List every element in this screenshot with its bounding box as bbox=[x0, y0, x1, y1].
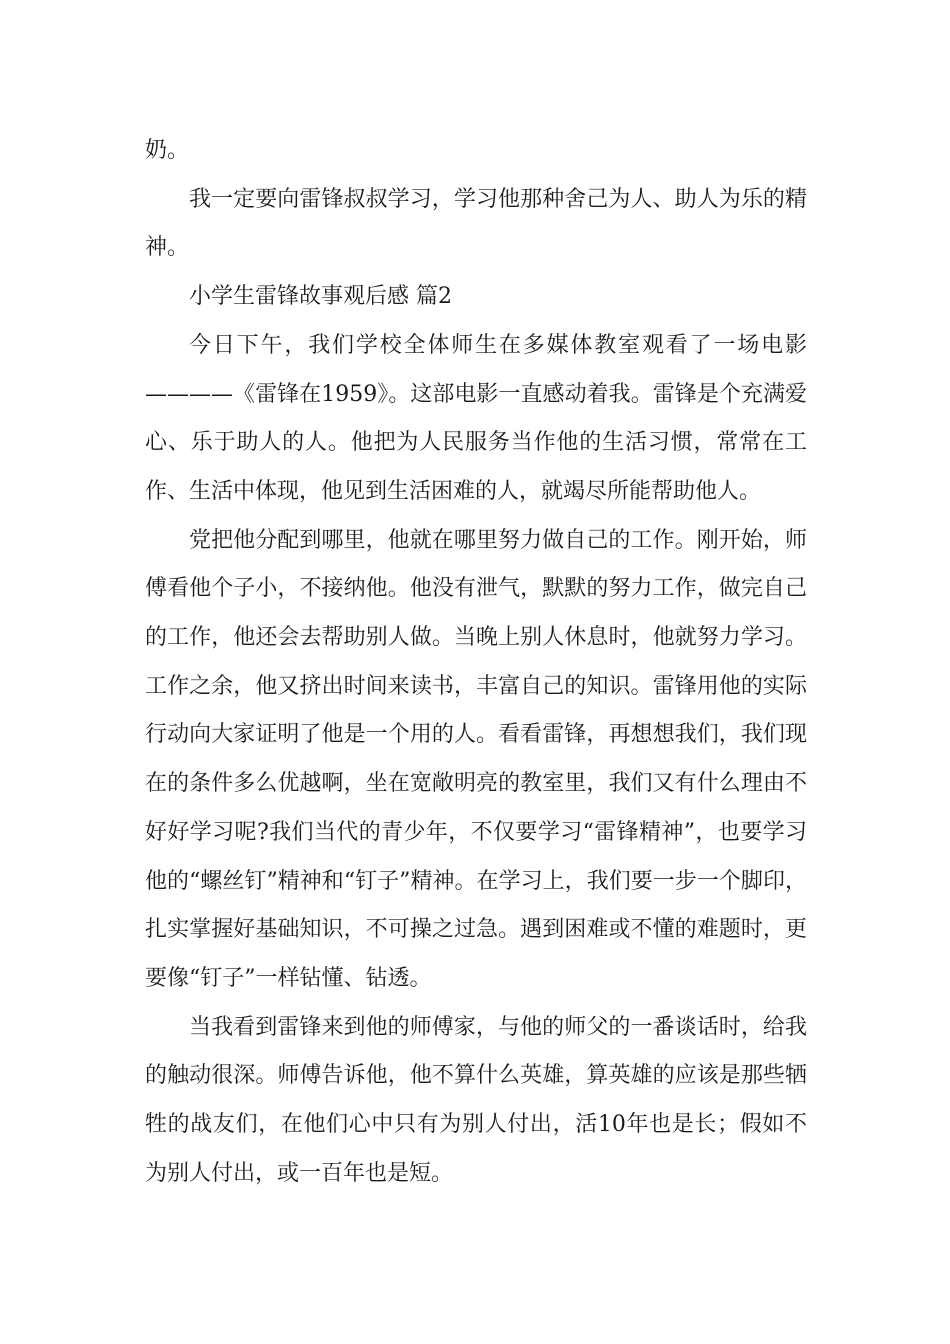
section-heading: 小学生雷锋故事观后感 篇2 bbox=[189, 284, 452, 310]
document-body bbox=[145, 127, 807, 1198]
paragraph-5: 当我看到雷锋来到他的师傅家，与他的师父的一番谈话时，给我的触动很深。师傅告诉他，他不算什么英雄，算英雄的应该是那些牺牲的战友们，在他们心中只有为别人付出，活10年也是长；假如不为别人付出，或一百年也是短。 bbox=[145, 1014, 807, 1186]
paragraph-1: 奶。 bbox=[145, 138, 190, 163]
paragraph-4: 党把他分配到哪里，他就在哪里努力做自己的工作。刚开始，师傅看他个子小，不接纳他。他没有泄气，默默的努力工作，做完自己的工作，他还会去帮助别人做。当晚上别人休息时，他就努力学习。工作之余，他又挤出时间来读书，丰富自己的知识。雷锋用他的实际行动向大家证明了他是一个用的人。看看雷锋，再想想我们，我们现在的条件多么优越啊，坐在宽敞明亮的教室里，我们又有什么理由不好好学习呢?我们当代的青少年，不仅要学习“雷锋精神”，也要学习他的“螺丝钉”精神和“钉子”精神。在学习上，我们要一步一个脚印，扎实掌握好基础知识，不可操之过急。遇到困难或不懂的难题时，更要像“钉子”一样钻懂、钻透。 bbox=[145, 527, 807, 991]
paragraph-2: 我一定要向雷锋叔叔学习，学习他那种舍己为人、助人为乐的精神。 bbox=[145, 186, 807, 261]
paragraph-3: 今日下午，我们学校全体师生在多媒体教室观看了一场电影————《雷锋在1959》。这部电影一直感动着我。雷锋是个充满爱心、乐于助人的人。他把为人民服务当作他的生活习惯，常常在工作、生活中体现，他见到生活困难的人，就竭尽所能帮助他人。 bbox=[145, 332, 807, 504]
